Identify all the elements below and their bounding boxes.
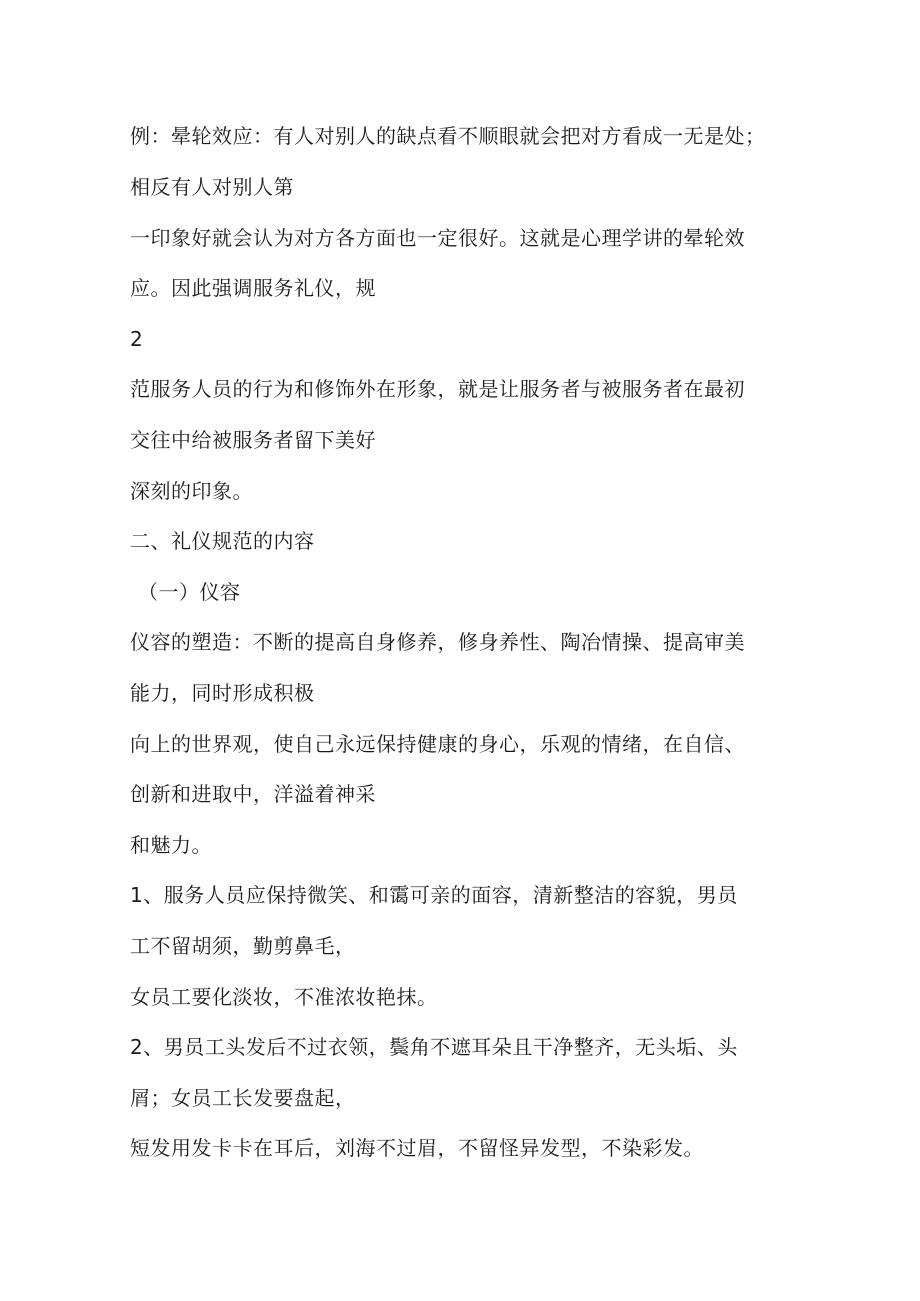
body-line: 仪容的塑造：不断的提高自身修养，修身养性、陶冶情操、提高审美 bbox=[130, 630, 745, 654]
body-line: 女员工要化淡妆，不准浓妆艳抹。 bbox=[130, 985, 438, 1009]
body-line: 例：晕轮效应：有人对别人的缺点看不顺眼就会把对方看成一无是处； bbox=[130, 124, 766, 148]
subsection-heading: （一）仪容 bbox=[138, 580, 241, 604]
body-line: 工不留胡须，勤剪鼻毛， bbox=[130, 934, 356, 958]
body-line: 交往中给被服务者留下美好 bbox=[130, 428, 376, 452]
section-heading: 二、礼仪规范的内容 bbox=[130, 529, 315, 553]
body-line: 范服务人员的行为和修饰外在形象，就是让服务者与被服务者在最初 bbox=[130, 377, 745, 401]
page-number: 2 bbox=[130, 327, 144, 351]
body-line: 能力，同时形成积极 bbox=[130, 681, 315, 705]
body-line: 一印象好就会认为对方各方面也一定很好。这就是心理学讲的晕轮效 bbox=[130, 226, 745, 250]
body-line: 创新和进取中，洋溢着神采 bbox=[130, 782, 376, 806]
body-line: 屑；女员工长发要盘起， bbox=[130, 1086, 356, 1110]
body-line: 向上的世界观，使自己永远保持健康的身心，乐观的情绪，在自信、 bbox=[130, 732, 745, 756]
body-line: 2、男员工头发后不过衣领，鬓角不遮耳朵且干净整齐，无头垢、头 bbox=[130, 1035, 738, 1059]
body-line: 应。因此强调服务礼仪，规 bbox=[130, 276, 376, 300]
body-line: 相反有人对别人第 bbox=[130, 175, 294, 199]
body-line: 1、服务人员应保持微笑、和霭可亲的面容，清新整洁的容貌，男员 bbox=[130, 883, 738, 907]
body-line: 短发用发卡卡在耳后，刘海不过眉，不留怪异发型，不染彩发。 bbox=[130, 1136, 704, 1160]
body-line: 深刻的印象。 bbox=[130, 479, 253, 503]
body-line: 和魅力。 bbox=[130, 833, 212, 857]
